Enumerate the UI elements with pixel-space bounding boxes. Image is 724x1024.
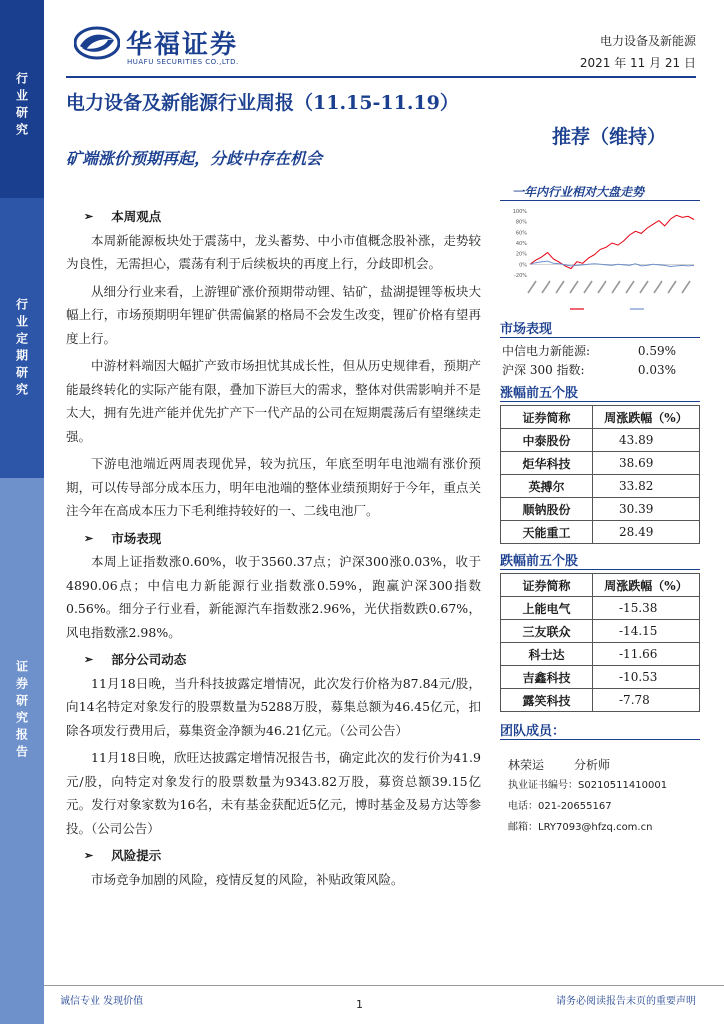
- y-tick-label: 60%: [515, 230, 527, 237]
- table-row: [501, 498, 700, 521]
- y-tick-label: -20%: [514, 273, 527, 279]
- analyst-row: [500, 756, 700, 773]
- market-row: [500, 361, 700, 380]
- weekly-change-cell: -7.78: [593, 689, 700, 712]
- analyst-phone: 电话：021-20655167: [508, 801, 612, 812]
- chart-title-divider: [500, 200, 700, 201]
- paragraph: 下游电池端近两周表现优异，较为抗压，年底至明年电池端有涨价预期，可以传导部分成本压力，明年电池端的整体业绩预期好于今年，重点关注今年在高成本压力下毛利维持较好的一、二线电池厂。: [66, 456, 481, 518]
- x-tick-label: [668, 281, 676, 293]
- arrow-bullet-icon: ➢: [84, 849, 94, 862]
- sidebar-label: 行业研究: [14, 72, 29, 140]
- paragraph: 从细分行业来看，上游锂矿涨价预期带动锂、钴矿，盐湖提锂等板块大幅上行，市场预期明年锂矿供需偏紧的格局不会发生改变，锂矿价格有望再度上行。: [66, 283, 481, 346]
- heading-divider: [500, 401, 700, 402]
- section-heading: [84, 844, 481, 868]
- section-heading: [84, 205, 481, 229]
- x-tick-label: [654, 281, 662, 293]
- table-row: [501, 475, 700, 498]
- x-tick-label: [626, 281, 634, 293]
- page-number: 1: [356, 998, 363, 1011]
- weekly-change-cell: 43.89: [593, 429, 700, 452]
- rating-label: 推荐（维持）: [552, 126, 667, 148]
- footer-slogan: 诚信专业 发现价值: [60, 996, 144, 1007]
- table-header-cell: 证券简称: [501, 406, 593, 429]
- y-tick-label: 100%: [512, 209, 527, 215]
- section-heading-text: 部分公司动态: [111, 652, 187, 667]
- stock-name-cell: 炬华科技: [501, 452, 593, 475]
- table-row: [501, 429, 700, 452]
- heading-divider: [500, 739, 700, 740]
- sidebar-segment-industry-research: [0, 0, 44, 198]
- report-title: 电力设备及新能源行业周报（11.15-11.19）: [66, 92, 459, 114]
- weekly-change-cell: 28.49: [593, 521, 700, 544]
- sidebar-label: 行业定期研究: [14, 298, 29, 400]
- table-row: [501, 597, 700, 620]
- market-performance-list: [500, 342, 700, 380]
- paragraph: 市场竞争加剧的风险，疫情反复的风险，补贴政策风险。: [91, 871, 404, 887]
- company-logo-english: HUAFU SECURITIES CO.,LTD.: [127, 58, 239, 66]
- market-row-value: 0.03%: [637, 363, 676, 377]
- x-tick-label: [528, 281, 536, 293]
- sidebar-segment-periodic-research: [0, 198, 44, 478]
- series-line-0: [530, 215, 694, 268]
- x-tick-label: [570, 281, 578, 293]
- header-sector: 电力设备及新能源: [599, 34, 696, 48]
- report-subtitle: 矿端涨价预期再起，分歧中存在机会: [66, 149, 323, 168]
- weekly-change-cell: -10.53: [593, 666, 700, 689]
- x-tick-label: [584, 281, 592, 293]
- table-header-row: [501, 574, 700, 597]
- analyst-role: 分析师: [574, 758, 611, 772]
- x-tick-label: [612, 281, 620, 293]
- chart-title: 一年内行业相对大盘走势: [512, 185, 645, 199]
- market-performance-heading: 市场表现: [500, 322, 553, 337]
- y-tick-label: 20%: [515, 251, 527, 258]
- y-tick-label: 40%: [515, 241, 527, 247]
- stock-name-cell: 天能重工: [501, 521, 593, 544]
- top-losers-heading: 跌幅前五个股: [500, 554, 579, 569]
- table-row: [501, 666, 700, 689]
- footer-divider: [44, 985, 724, 986]
- market-row-label: 沪深 300 指数:: [502, 363, 585, 377]
- analyst-name: 林荣运: [508, 758, 545, 772]
- market-row-value: 0.59%: [637, 344, 676, 358]
- section-heading: [84, 648, 481, 672]
- series-line-1: [530, 261, 694, 266]
- paragraph: 本周新能源板块处于震荡中，龙头蓄势、中小市值概念股补涨，走势较为良性，无需担心，震荡有利于后续板块的再度上行，分歧即机会。: [66, 232, 481, 271]
- team-heading: 团队成员：: [500, 724, 566, 739]
- stock-name-cell: 英搏尔: [501, 475, 593, 498]
- weekly-change-cell: 33.82: [593, 475, 700, 498]
- heading-divider: [500, 337, 700, 338]
- analyst-email: 邮箱：LRY7093@hfzq.com.cn: [508, 822, 653, 833]
- header-divider: [66, 76, 696, 78]
- weekly-change-cell: 30.39: [593, 498, 700, 521]
- stock-name-cell: 吉鑫科技: [501, 666, 593, 689]
- market-row: [500, 342, 700, 361]
- heading-divider: [500, 569, 700, 570]
- x-tick-label: [682, 281, 690, 293]
- y-tick-label: 0%: [519, 262, 527, 269]
- company-logo-text: 华福证券: [126, 30, 239, 60]
- section-heading: [84, 527, 481, 551]
- table-row: [501, 620, 700, 643]
- table-header-cell: 周涨跌幅（%）: [593, 574, 700, 597]
- weekly-change-cell: -15.38: [593, 597, 700, 620]
- stock-name-cell: 中泰股份: [501, 429, 593, 452]
- left-sidebar: [0, 0, 44, 1024]
- weekly-change-cell: -14.15: [593, 620, 700, 643]
- stock-name-cell: 顺钠股份: [501, 498, 593, 521]
- table-header-cell: 证券简称: [501, 574, 593, 597]
- x-tick-label: [556, 281, 564, 293]
- paragraph: 11月18日晚，当升科技披露定增情况，此次发行价格为87.84元/股，向14名特定对象发行的股票数量为5288万股，募集总额为46.45亿元，扣除各项发行费用后，募集资金净额为46.21亿元。（公司公告）: [66, 675, 481, 738]
- y-tick-label: 80%: [515, 219, 527, 226]
- table-row: [501, 521, 700, 544]
- right-panel: [500, 318, 700, 837]
- footer-disclaimer: 请务必阅读报告末页的重要声明: [556, 996, 696, 1007]
- weekly-change-cell: 38.69: [593, 452, 700, 475]
- huafu-logo-icon: [74, 26, 120, 60]
- paragraph: 中游材料端因大幅扩产致市场担忧其成长性，但从历史规律看，预期产能最终转化的实际产能有限，叠加下游巨大的需求，整体对供需影响并不是太大，拥有先进产能并优先扩产下一代产品的公司在短期震荡后有望继续走强。: [66, 358, 481, 444]
- header-date: 2021 年 11 月 21 日: [579, 56, 696, 70]
- arrow-bullet-icon: ➢: [84, 653, 94, 666]
- top-gainers-table: [500, 405, 700, 544]
- top-losers-table: [500, 573, 700, 712]
- relative-trend-chart: [500, 203, 700, 315]
- sidebar-segment-securities-report: [0, 478, 44, 1024]
- stock-name-cell: 科士达: [501, 643, 593, 666]
- table-row: [501, 643, 700, 666]
- main-content: [66, 205, 481, 891]
- top-gainers-heading: 涨幅前五个股: [500, 386, 579, 401]
- x-tick-label: [640, 281, 648, 293]
- arrow-bullet-icon: ➢: [84, 531, 94, 545]
- stock-name-cell: 上能电气: [501, 597, 593, 620]
- table-row: [501, 689, 700, 712]
- analyst-license: 执业证书编号：S0210511410001: [508, 780, 668, 791]
- table-row: [501, 452, 700, 475]
- stock-name-cell: 露笑科技: [501, 689, 593, 712]
- market-row-label: 中信电力新能源:: [502, 344, 591, 358]
- section-heading-text: 风险提示: [111, 848, 162, 863]
- arrow-bullet-icon: ➢: [84, 210, 94, 223]
- x-tick-label: [598, 281, 606, 293]
- section-heading-text: 市场表现: [111, 530, 162, 546]
- section-heading-text: 本周观点: [111, 209, 162, 224]
- sidebar-label: 证券研究报告: [14, 660, 29, 762]
- stock-name-cell: 三友联众: [501, 620, 593, 643]
- paragraph: 11月18日晚，欣旺达披露定增情况报告书，确定此次的发行价为41.9元/股，向特定对象发行的股票数量为9343.82万股，募资总额39.15亿元。发行对象家数为16名，未有基金获配近5亿元，博时基金及易方达等参投。（公司公告）: [66, 750, 481, 836]
- table-header-row: [501, 406, 700, 429]
- x-tick-label: [542, 281, 550, 293]
- weekly-change-cell: -11.66: [593, 643, 700, 666]
- paragraph: 本周上证指数涨0.60%，收于3560.37点；沪深300涨0.03%，收于4890.06点；中信电力新能源行业指数涨0.59%，跑赢沪深300指数0.56%。细分子行业看，新能源汽车指数涨2.96%，光伏指数跌0.67%，风电指数涨2.98%。: [66, 554, 481, 640]
- table-header-cell: 周涨跌幅（%）: [593, 406, 700, 429]
